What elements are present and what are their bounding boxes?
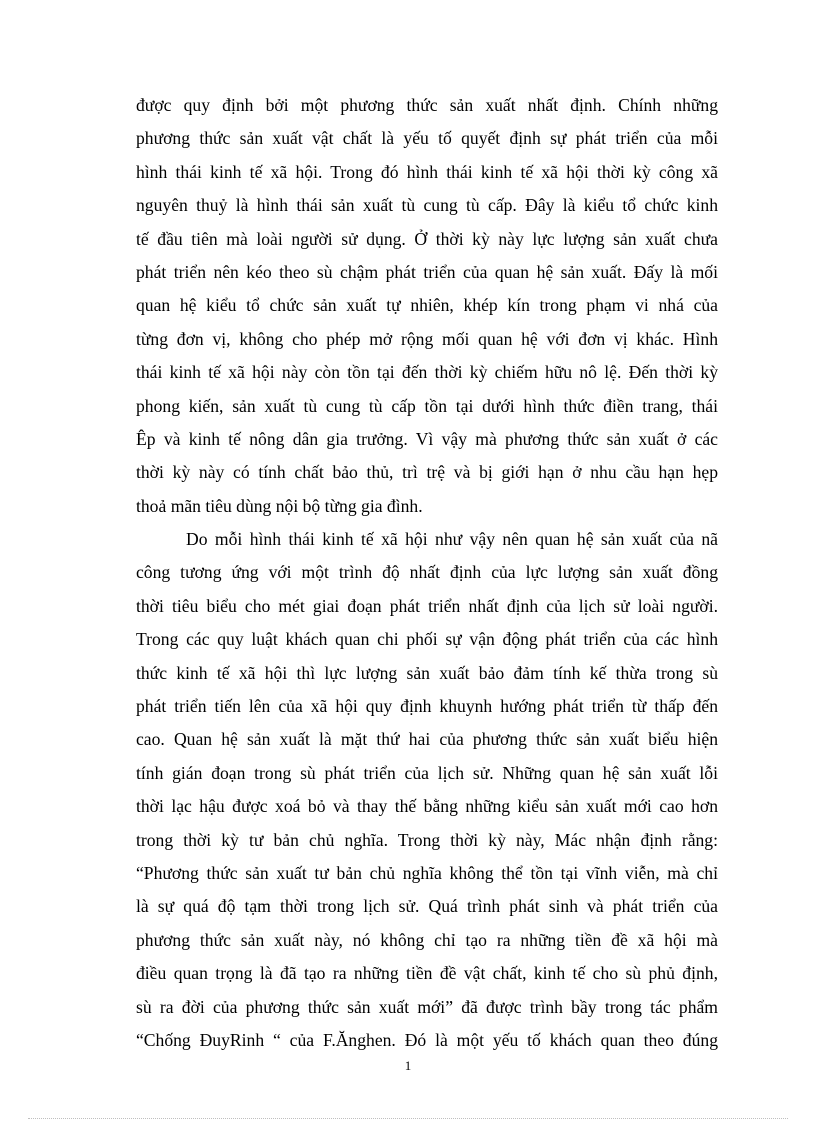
document-body [136, 89, 718, 1057]
text-line: phát triển nên kéo theo sù chậm phát triển của quan hệ sản xuất. Đấy là mối [136, 261, 718, 282]
text-line: công tương ứng với một trình độ nhất định của lực lượng sản xuất đồng [136, 562, 718, 583]
text-line: thời lạc hậu được xoá bỏ và thay thế bằng những kiểu sản xuất mới cao hơn [136, 796, 718, 817]
text-line: Êp và kinh tế nông dân gia trưởng. Vì vậy mà phương thức sản xuất ở các [136, 428, 718, 449]
text-line: thức kinh tế xã hội thì lực lượng sản xuất bảo đảm tính kế thừa trong sù [136, 662, 718, 683]
paragraph [136, 89, 718, 523]
text-line: sù ra đời của phương thức sản xuất mới” đã được trình bầy trong tác phẩm [136, 996, 718, 1017]
text-line: cao. Quan hệ sản xuất là mặt thứ hai của phương thức sản xuất biểu hiện [136, 729, 718, 750]
text-line: hình thái kinh tế xã hội. Trong đó hình thái kinh tế xã hội thời kỳ công xã [136, 161, 718, 182]
text-line: tế đầu tiên mà loài người sử dụng. Ở thời kỳ này lực lượng sản xuất chưa [136, 228, 718, 249]
text-line: điều quan trọng là đã tạo ra những tiền đề vật chất, kinh tế cho sù phủ định, [136, 963, 718, 984]
text-line: từng đơn vị, không cho phép mở rộng mối quan hệ với đơn vị khác. Hình [136, 328, 718, 349]
footer-dotted-border [28, 1118, 788, 1119]
text-line: Do mỗi hình thái kinh tế xã hội như vậy nên quan hệ sản xuất của nã [186, 529, 718, 550]
text-line: “Phương thức sản xuất tư bản chủ nghĩa không thể tồn tại vĩnh viễn, mà chỉ [136, 862, 718, 883]
text-line: thái kinh tế xã hội này còn tồn tại đến thời kỳ chiếm hữu nô lệ. Đến thời kỳ [136, 362, 718, 383]
text-line: thời kỳ này có tính chất bảo thủ, trì trệ và bị giới hạn ở nhu cầu hạn hẹp [136, 462, 718, 483]
text-line: “Chống ĐuyRinh “ của F.Ănghen. Đó là một yếu tố khách quan theo đúng [136, 1029, 718, 1050]
text-line: thời tiêu biểu cho mét giai đoạn phát triển nhất định của lịch sử loài người. [136, 595, 718, 616]
text-line: phát triển tiến lên của xã hội quy định khuynh hướng phát triển từ thấp đến [136, 696, 718, 717]
text-line: phong kiến, sản xuất tù cung tù cấp tồn tại dưới hình thức điền trang, thái [136, 395, 718, 416]
page-number: 1 [404, 1058, 412, 1073]
text-line: quan hệ kiểu tổ chức sản xuất tự nhiên, khép kín trong phạm vi nhá của [136, 295, 718, 316]
text-line: nguyên thuỷ là hình thái sản xuất tù cung tù cấp. Đây là kiểu tổ chức kinh [136, 195, 718, 216]
text-line: Trong các quy luật khách quan chi phối sự vận động phát triển của các hình [136, 629, 718, 650]
text-line: tính gián đoạn trong sù phát triển của lịch sử. Những quan hệ sản xuất lỗi [136, 762, 718, 783]
text-line: thoả mãn tiêu dùng nội bộ từng gia đình. [136, 495, 423, 516]
text-line: phương thức sản xuất vật chất là yếu tố quyết định sự phát triển của mỗi [136, 128, 718, 149]
text-line: phương thức sản xuất này, nó không chỉ tạo ra những tiền đề xã hội mà [136, 929, 718, 950]
paragraph [136, 523, 718, 1057]
text-line: trong thời kỳ tư bản chủ nghĩa. Trong thời kỳ này, Mác nhận định rằng: [136, 829, 718, 850]
text-line: là sự quá độ tạm thời trong lịch sử. Quá trình phát sinh và phát triển của [136, 896, 718, 917]
text-line: được quy định bởi một phương thức sản xuất nhất định. Chính những [136, 95, 718, 115]
